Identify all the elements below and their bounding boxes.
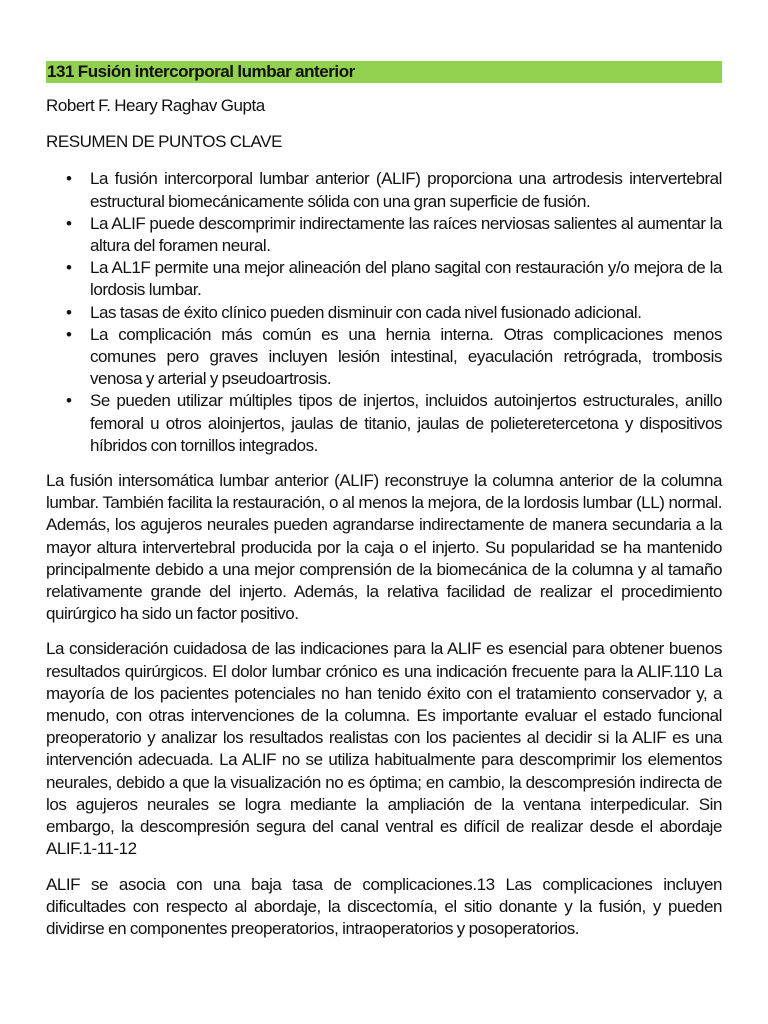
key-point-item	[46, 257, 722, 301]
bullet-icon: •	[66, 213, 72, 233]
bullet-icon: •	[66, 169, 72, 189]
key-point-item	[46, 390, 722, 457]
authors-line: Robert F. Heary Raghav Gupta	[46, 96, 265, 115]
key-point-item	[46, 168, 722, 212]
key-point-item	[46, 324, 722, 391]
key-point-item	[46, 302, 722, 324]
key-point-text: La fusión intercorporal lumbar anterior (ALIF) proporciona una artrodesis intervertebral estructural biomecánicamente sólida con una gran superficie de fusión.	[90, 169, 722, 211]
key-point-text: La ALIF puede descomprimir indirectamente las raíces nerviosas salientes al aumentar la altura del foramen neural.	[90, 213, 722, 256]
body-paragraph: La consideración cuidadosa de las indicaciones para la ALIF es esencial para obtener buenos resultados quirúrgicos. El dolor lumbar crónico es una indicación frecuente para la ALIF.110 La mayoría de los pacientes potenciales no han tenido éxito con el tratamiento conservador y, a menudo, con otras intervenciones de la columna. Es importante evaluar el estado funcional preoperatorio y analizar los resultados realistas con los pacientes al decidir si la ALIF es una intervención adecuada. La ALIF no se utiliza habitualmente para descomprimir los elementos neurales, debido a que la visualización no es óptima; en cambio, la descompresión indirecta de los agujeros neurales se logra mediante la ampliación de la ventana interpedicular. Sin embargo, la descompresión segura del canal ventral es difícil de realizar desde el abordaje ALIF.1-11-12	[46, 639, 722, 859]
bullet-icon: •	[66, 258, 72, 278]
chapter-title	[46, 61, 722, 83]
key-point-text: La AL1F permite una mejor alineación del plano sagital con restauración y/o mejora de la lordosis lumbar.	[90, 258, 722, 300]
body-paragraph: La fusión intersomática lumbar anterior (ALIF) reconstruye la columna anterior de la columna lumbar. También facilita la restauración, o al menos la mejora, de la lordosis lumbar (LL) normal. Además, los agujeros neurales pueden agrandarse indirectamente de manera secundaria a la mayor altura intervertebral producida por la caja o el injerto. Su popularidad se ha mantenido principalmente debido a una mejor comprensión de la biomecánica de la columna y al tamaño relativamente grande del injerto. Además, la relativa facilidad de realizar el procedimiento quirúrgico ha sido un factor positivo.	[46, 471, 722, 624]
key-point-text: Las tasas de éxito clínico pueden disminuir con cada nivel fusionado adicional.	[90, 302, 642, 322]
bullet-icon: •	[66, 324, 72, 344]
key-points-list	[46, 168, 722, 457]
chapter-title-text: 131 Fusión intercorporal lumbar anterior	[47, 62, 355, 81]
key-points-heading: RESUMEN DE PUNTOS CLAVE	[46, 132, 282, 152]
key-point-text: Se pueden utilizar múltiples tipos de injertos, incluidos autoinjertos estructurales, anillo femoral u otros aloinjertos, jaulas de titanio, jaulas de polieteretercetona y dispositivos híbridos con tornillos integrados.	[90, 391, 722, 455]
bullet-icon: •	[66, 302, 72, 322]
key-point-item	[46, 213, 722, 257]
bullet-icon: •	[66, 391, 72, 411]
body-paragraph: ALIF se asocia con una baja tasa de complicaciones.13 Las complicaciones incluyen dificultades con respecto al abordaje, la discectomía, el sitio donante y la fusión, y pueden dividirse en componentes preoperatorios, intraoperatorios y posoperatorios.	[46, 874, 722, 938]
key-point-text: La complicación más común es una hernia interna. Otras complicaciones menos comunes pero graves incluyen lesión intestinal, eyaculación retrógrada, trombosis venosa y arterial y pseudoartrosis.	[90, 324, 722, 389]
